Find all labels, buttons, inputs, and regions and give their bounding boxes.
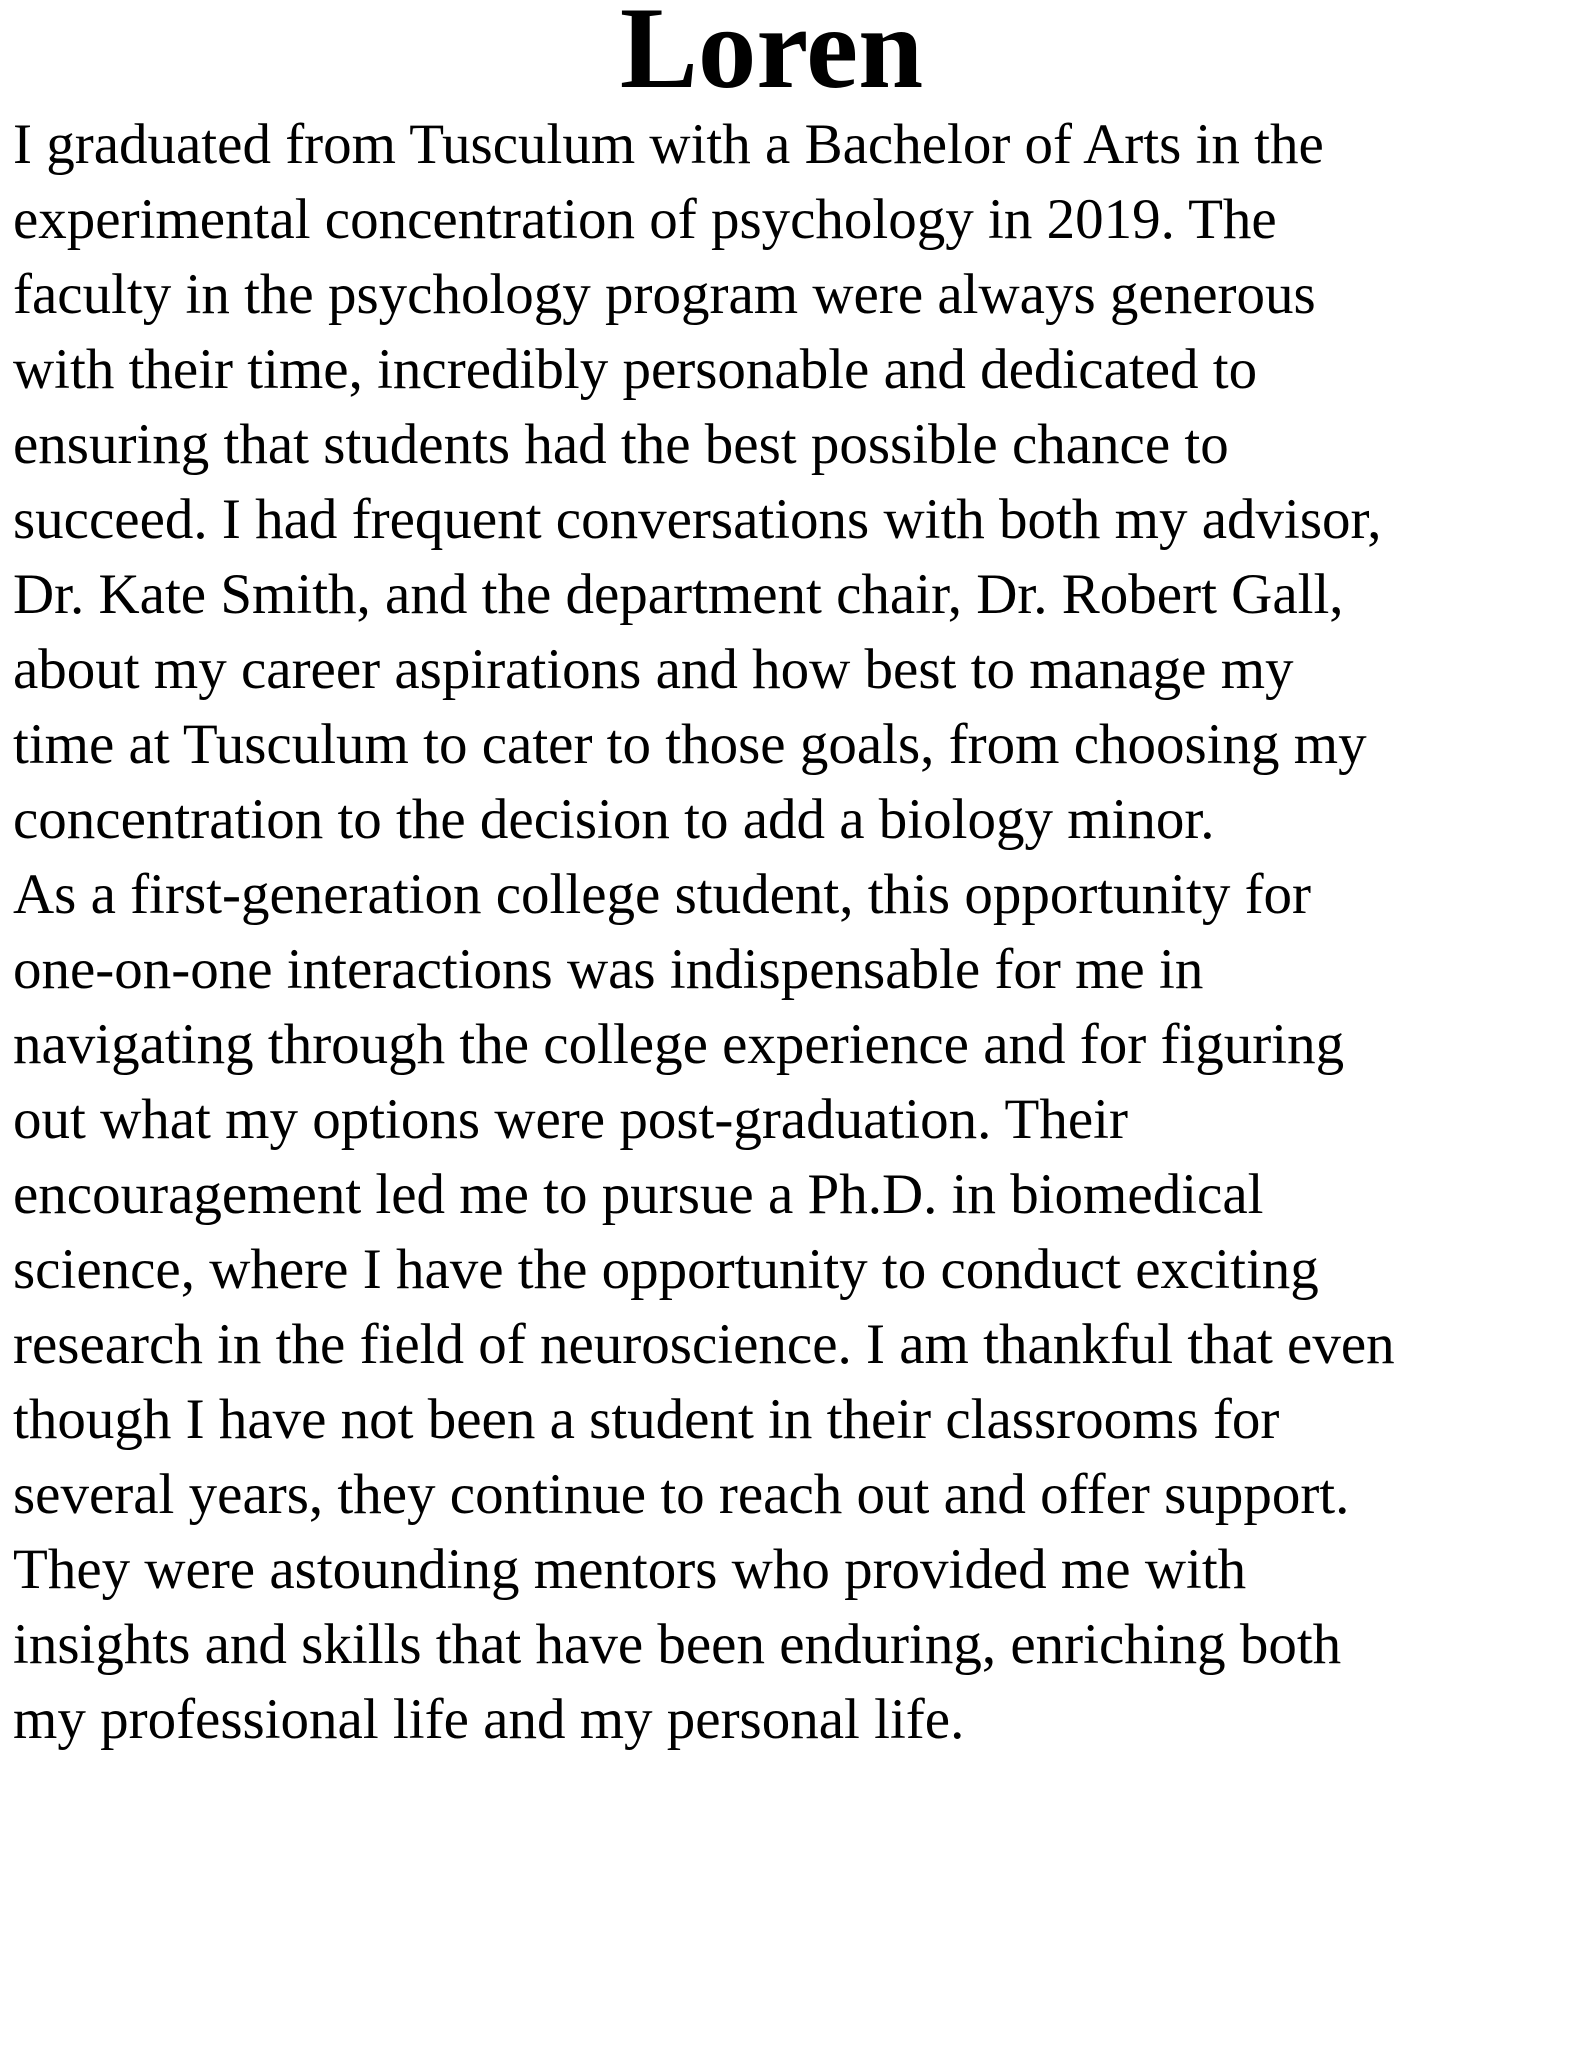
text-line: my professional life and my personal life. [13, 1688, 965, 1751]
text-line: time at Tusculum to cater to those goals, from choosing my [13, 713, 1367, 776]
text-line: about my career aspirations and how best to manage my [13, 638, 1294, 701]
page-title: Loren [619, 0, 924, 113]
text-line: Dr. Kate Smith, and the department chair, Dr. Robert Gall, [13, 563, 1344, 626]
text-line: experimental concentration of psychology in 2019. The [13, 188, 1277, 251]
text-line: navigating through the college experience and for figuring [13, 1013, 1345, 1076]
text-line: several years, they continue to reach out and offer support. [13, 1463, 1350, 1526]
text-line: one-on-one interactions was indispensable for me in [13, 938, 1204, 1001]
text-line: out what my options were post-graduation. Their [13, 1088, 1128, 1151]
text-line: succeed. I had frequent conversations with both my advisor, [13, 488, 1382, 551]
text-line: They were astounding mentors who provided me with [13, 1538, 1247, 1601]
text-line: with their time, incredibly personable and dedicated to [13, 338, 1258, 401]
text-line: I graduated from Tusculum with a Bachelor of Arts in the [13, 113, 1324, 176]
testimonial-paragraph [0, 107, 1583, 1757]
text-line: insights and skills that have been enduring, enriching both [13, 1613, 1342, 1676]
text-line: though I have not been a student in their classrooms for [13, 1388, 1280, 1451]
text-line: science, where I have the opportunity to conduct exciting [13, 1238, 1319, 1301]
text-line: As a first-generation college student, this opportunity for [13, 863, 1312, 926]
text-line: ensuring that students had the best possible chance to [13, 413, 1229, 476]
text-line: encouragement led me to pursue a Ph.D. in biomedical [13, 1163, 1264, 1226]
text-line: research in the field of neuroscience. I am thankful that even [13, 1313, 1395, 1376]
text-line: concentration to the decision to add a biology minor. [13, 788, 1215, 851]
text-line: faculty in the psychology program were always generous [13, 263, 1316, 326]
